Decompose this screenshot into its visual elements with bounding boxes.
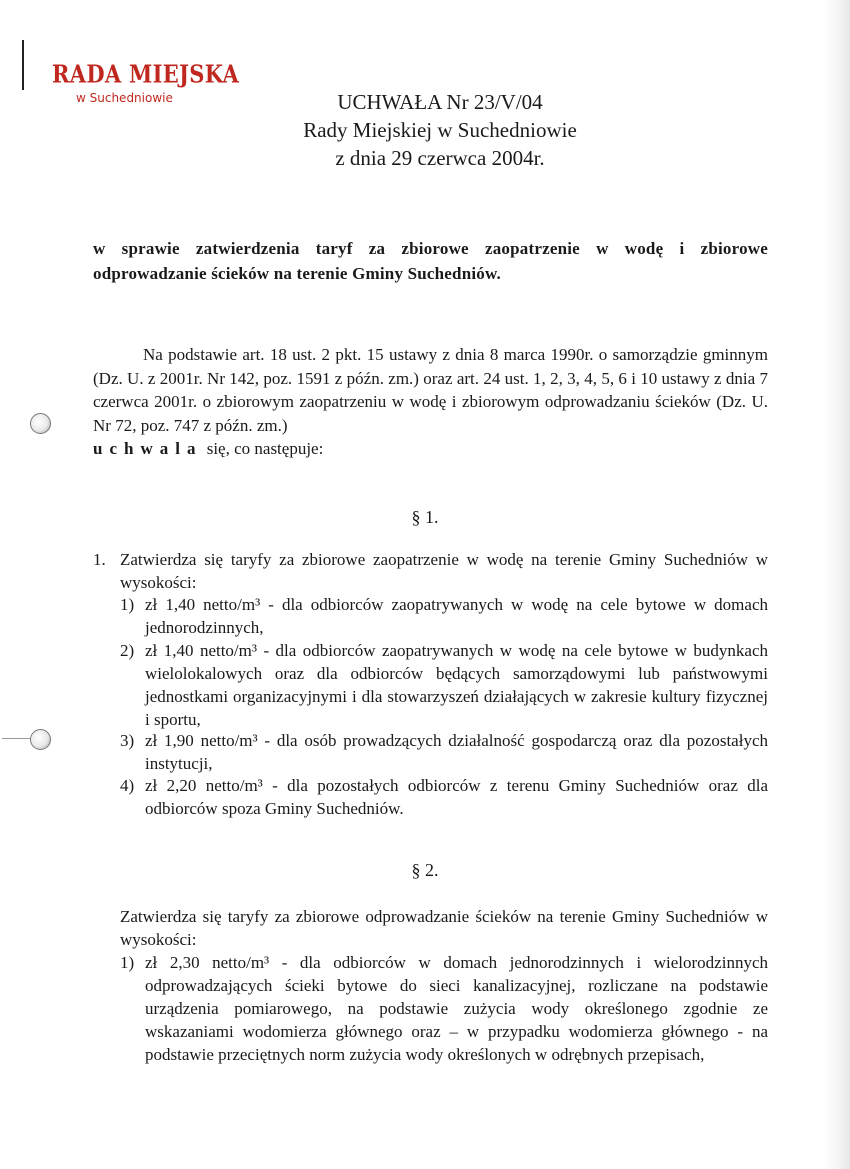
item-number: 1) [120, 595, 135, 614]
item-text: zł 1,40 netto/m³ - dla odbiorców zaopatrywanych w wodę na cele bytowe w domach jednorodzinnych, [145, 595, 768, 637]
section-1-heading: § 1. [411, 507, 439, 527]
scan-edge [822, 0, 850, 1169]
resolution-issuer: Rady Miejskiej w Suchedniowie [303, 118, 577, 142]
section-1-intro-number: 1. [93, 550, 106, 569]
item-number: 4) [120, 776, 135, 795]
section-1-item-2 [120, 639, 768, 731]
item-number: 2) [120, 641, 135, 660]
item-text: zł 2,30 netto/m³ - dla odbiorców w domach jednorodzinnych i wielorodzinnych odprowadzających ścieki bytowe do sieci kanalizacyjnej, rozliczane na podstawie urządzenia pomiarowego, na podstawie zużycia wody określonego zgodnie ze wskazaniami wodomierza głównego oraz – w przypadku wodomierza głównego - na podstawie przeciętnych norm zużycia wody określonych w odrębnych przepisach, [145, 953, 768, 1064]
preamble-text: Na podstawie art. 18 ust. 2 pkt. 15 ustawy z dnia 8 marca 1990r. o samorządzie gminnym (Dz. U. z 2001r. Nr 142, poz. 1591 z późn. zm.) oraz art. 24 ust. 1, 2, 3, 4, 5, 6 i 10 ustawy z dnia 7 czerwca 2001r. o zbiorowym zaopatrzeniu w wodę i zbiorowym odprowadzaniu ścieków (Dz. U. Nr 72, poz. 747 z późn. zm.) [93, 345, 768, 435]
section-1-intro [93, 548, 768, 594]
punch-hole [30, 413, 51, 434]
section-1-item-4 [120, 774, 768, 820]
fold-mark [2, 738, 30, 739]
section-1-item-3 [120, 729, 768, 775]
item-text: zł 1,40 netto/m³ - dla odbiorców zaopatrywanych w wodę na cele bytowe w budynkach wielolokalowych oraz dla odbiorców będących samorządowymi lub państwowymi jednostkami organizacyjnymi i dla stowarzyszeń działających w zakresie kultury fizycznej i sportu, [145, 641, 768, 729]
resolution-subject: w sprawie zatwierdzenia taryf za zbiorowe zaopatrzenie w wodę i zbiorowe odprowadzanie ścieków na terenie Gminy Suchedniów. [93, 239, 768, 283]
item-number: 3) [120, 731, 135, 750]
resolves-word: uchwala [93, 439, 203, 458]
section-1-item-1 [120, 593, 768, 639]
stamp-line-2: w Suchedniowie [76, 91, 173, 105]
preamble [93, 343, 768, 461]
item-text: zł 2,20 netto/m³ - dla pozostałych odbiorców z terenu Gminy Suchedniów oraz dla odbiorców spoza Gminy Suchedniów. [145, 776, 768, 818]
resolution-header [230, 88, 650, 172]
resolves-tail: się, co następuje: [202, 439, 324, 458]
resolution-title: UCHWAŁA Nr 23/V/04 [337, 90, 543, 114]
section-1-intro-text: Zatwierdza się taryfy za zbiorowe zaopatrzenie w wodę na terenie Gminy Suchedniów w wysokości: [120, 550, 768, 592]
item-text: zł 1,90 netto/m³ - dla osób prowadzących działalność gospodarczą oraz dla pozostałych instytucji, [145, 731, 768, 773]
section-2-heading: § 2. [411, 860, 439, 880]
resolution-date: z dnia 29 czerwca 2004r. [335, 146, 545, 170]
section-2-item-1 [120, 951, 768, 1066]
item-number: 1) [120, 953, 135, 972]
section-2-intro: Zatwierdza się taryfy za zbiorowe odprowadzanie ścieków na terenie Gminy Suchedniów w wysokości: [120, 907, 768, 949]
council-stamp [52, 59, 240, 105]
margin-mark [22, 40, 24, 90]
stamp-line-1: RADA MIEJSKA [52, 59, 240, 89]
punch-hole [30, 729, 51, 750]
